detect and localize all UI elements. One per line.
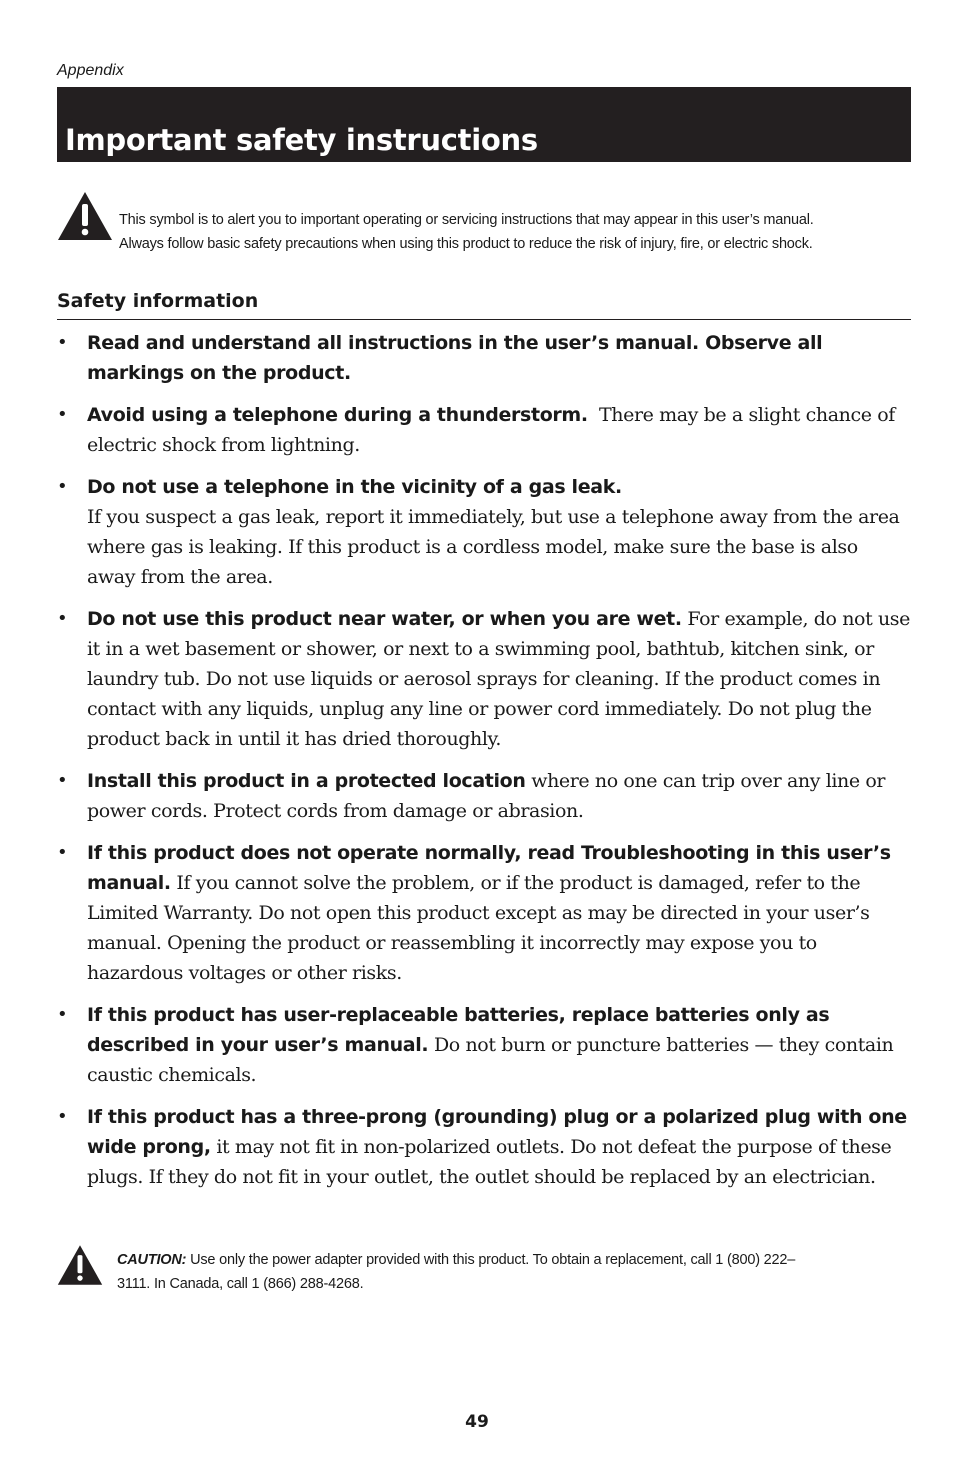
alert-line-2: Always follow basic safety precautions when using this product to reduce the risk of injury, fire, or electric shock. (119, 236, 813, 252)
bullet: • (57, 476, 68, 497)
bullet: • (57, 608, 68, 629)
item-bold: Avoid using a telephone during a thunderstorm. (87, 404, 588, 426)
warning-triangle-icon (57, 191, 113, 241)
list-item (57, 472, 911, 592)
safety-subheading (57, 288, 911, 320)
item-text: There may be a slight chance of electric shock from lightning. (87, 404, 901, 456)
bullet: • (57, 332, 68, 353)
caution-notice (57, 1243, 911, 1293)
caution-line-2: 3111. In Canada, call 1 (866) 288-4268. (117, 1276, 364, 1292)
item-text: If you suspect a gas leak, report it immediately, but use a telephone away from the area where gas is leaking. If this product is a cordless model, make sure the base is also away from the area. (87, 506, 900, 588)
list-item (57, 328, 911, 388)
safety-list (57, 328, 911, 1204)
alert-notice (57, 190, 911, 250)
item-text: For example, do not use it in a wet basement or shower, or next to a swimming pool, bathtub, kitchen sink, or laundry tub. Do not use liquids or aerosol sprays for cleaning. If the product comes in contact with any liquids, unplug any line or power cord immediately. Do not plug the product back in until it has dried thoroughly. (87, 608, 910, 750)
bullet: • (57, 842, 68, 863)
bullet: • (57, 770, 68, 791)
title-bar (57, 87, 911, 162)
list-item (57, 838, 911, 988)
item-bold: If this product does not operate normally, read Troubleshooting in this user’s manual. (87, 842, 891, 894)
page-title: Important safety instructions (65, 123, 538, 157)
item-bold: Do not use a telephone in the vicinity of a gas leak. (87, 476, 622, 498)
page-number: 49 (465, 1412, 489, 1432)
item-bold: If this product has a three-prong (grounding) plug or a polarized plug with one wide prong, (87, 1106, 907, 1158)
bullet: • (57, 1106, 68, 1127)
list-item (57, 1000, 911, 1090)
list-item (57, 1102, 911, 1192)
bullet: • (57, 404, 68, 425)
section-label: Appendix (57, 62, 124, 79)
list-item (57, 766, 911, 826)
item-bold: Install this product in a protected location (87, 770, 526, 792)
warning-triangle-icon (57, 1244, 103, 1286)
alert-line-1: This symbol is to alert you to important operating or servicing instructions that may appear in this user’s manual. (119, 212, 814, 228)
item-text: it may not fit in non-polarized outlets. Do not defeat the purpose of these plugs. If they do not fit in your outlet, the outlet should be replaced by an electrician. (87, 1136, 892, 1188)
item-bold: Do not use this product near water, or when you are wet. (87, 608, 682, 630)
caution-label: CAUTION: (117, 1252, 187, 1268)
bullet: • (57, 1004, 68, 1025)
list-item (57, 400, 911, 460)
caution-line-1: Use only the power adapter provided with this product. To obtain a replacement, call 1 (800) 222– (186, 1252, 796, 1268)
item-bold: Read and understand all instructions in the user’s manual. Observe all markings on the product. (87, 332, 823, 384)
safety-heading: Safety information (57, 290, 259, 312)
item-text: where no one can trip over any line or power cords. Protect cords from damage or abrasion. (87, 770, 886, 822)
item-bold: If this product has user-replaceable batteries, replace batteries only as described in your user’s manual. (87, 1004, 830, 1056)
list-item (57, 604, 911, 754)
item-text: If you cannot solve the problem, or if the product is damaged, refer to the Limited Warranty. Do not open this product except as may be directed in your user’s manual. Opening the product or reassembling it incorrectly may expose you to hazardous voltages or other risks. (87, 872, 870, 984)
item-text: Do not burn or puncture batteries — they contain caustic chemicals. (87, 1034, 894, 1086)
